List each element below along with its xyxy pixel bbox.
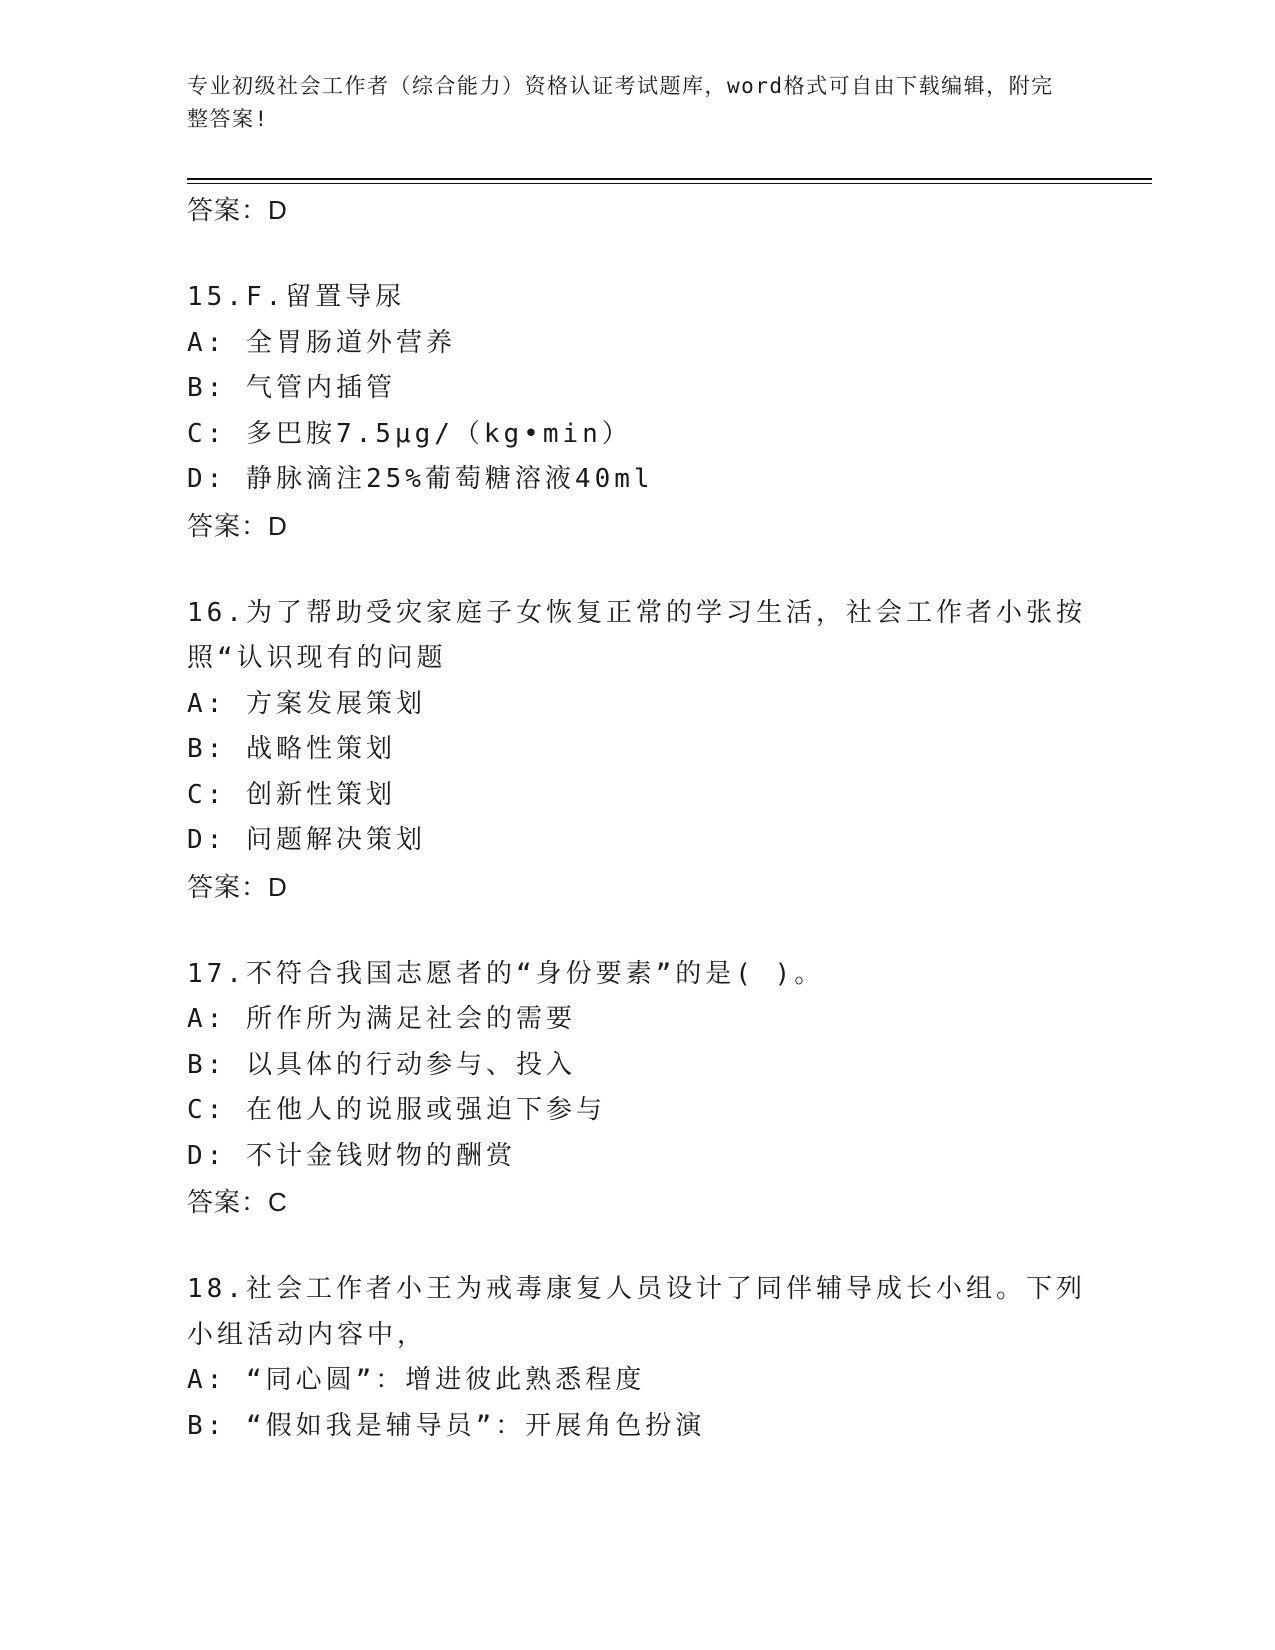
header-divider-thin — [187, 183, 1152, 184]
option-d: D: 不计金钱财物的酬赏 — [187, 1140, 516, 1171]
option-d: D: 问题解决策划 — [187, 825, 426, 855]
header-divider-thick — [187, 178, 1152, 180]
option-a: A: 全胃肠道外营养 — [187, 327, 456, 358]
option-b: B: 以具体的行动参与、投入 — [187, 1049, 576, 1080]
option-c: C: 创新性策划 — [187, 779, 396, 810]
answer-line: 答案：D — [187, 510, 288, 541]
option-a: A: 方案发展策划 — [187, 688, 426, 719]
question-15 — [187, 275, 1087, 549]
question-16 — [187, 591, 1087, 910]
answer-line: 答案：D — [187, 195, 288, 225]
question-stem: 18.社会工作者小王为戒毒康复人员设计了同伴辅导成长小组。下列小组活动内容中， — [187, 1274, 1086, 1350]
option-a: A: “同心圆”：增进彼此熟悉程度 — [187, 1365, 646, 1395]
answer-line: 答案：D — [187, 871, 288, 902]
option-c: C: 在他人的说服或强迫下参与 — [187, 1095, 606, 1125]
option-b: B: 战略性策划 — [187, 734, 396, 764]
option-c: C: 多巴胺7.5μg/（kg•min） — [187, 418, 632, 449]
option-b: B: 气管内插管 — [187, 373, 396, 403]
document-header: 专业初级社会工作者（综合能力）资格认证考试题库，word格式可自由下载编辑，附完整答案! — [187, 74, 1054, 131]
question-18 — [187, 1267, 1087, 1449]
question-list — [187, 187, 1087, 1449]
question-stem: 16.为了帮助受灾家庭子女恢复正常的学习生活，社会工作者小张按照“认识现有的问题 — [187, 597, 1086, 673]
option-d: D: 静脉滴注25%葡萄糖溶液40ml — [187, 464, 654, 494]
question-stem: 17.不符合我国志愿者的“身份要素”的是( )。 — [187, 958, 825, 989]
option-a: A: 所作所为满足社会的需要 — [187, 1004, 576, 1034]
question-stem: 15.F.留置导尿 — [187, 282, 406, 312]
answer-line: 答案：C — [187, 1187, 288, 1217]
question-17 — [187, 952, 1087, 1226]
option-b: B: “假如我是辅导员”：开展角色扮演 — [187, 1410, 706, 1441]
